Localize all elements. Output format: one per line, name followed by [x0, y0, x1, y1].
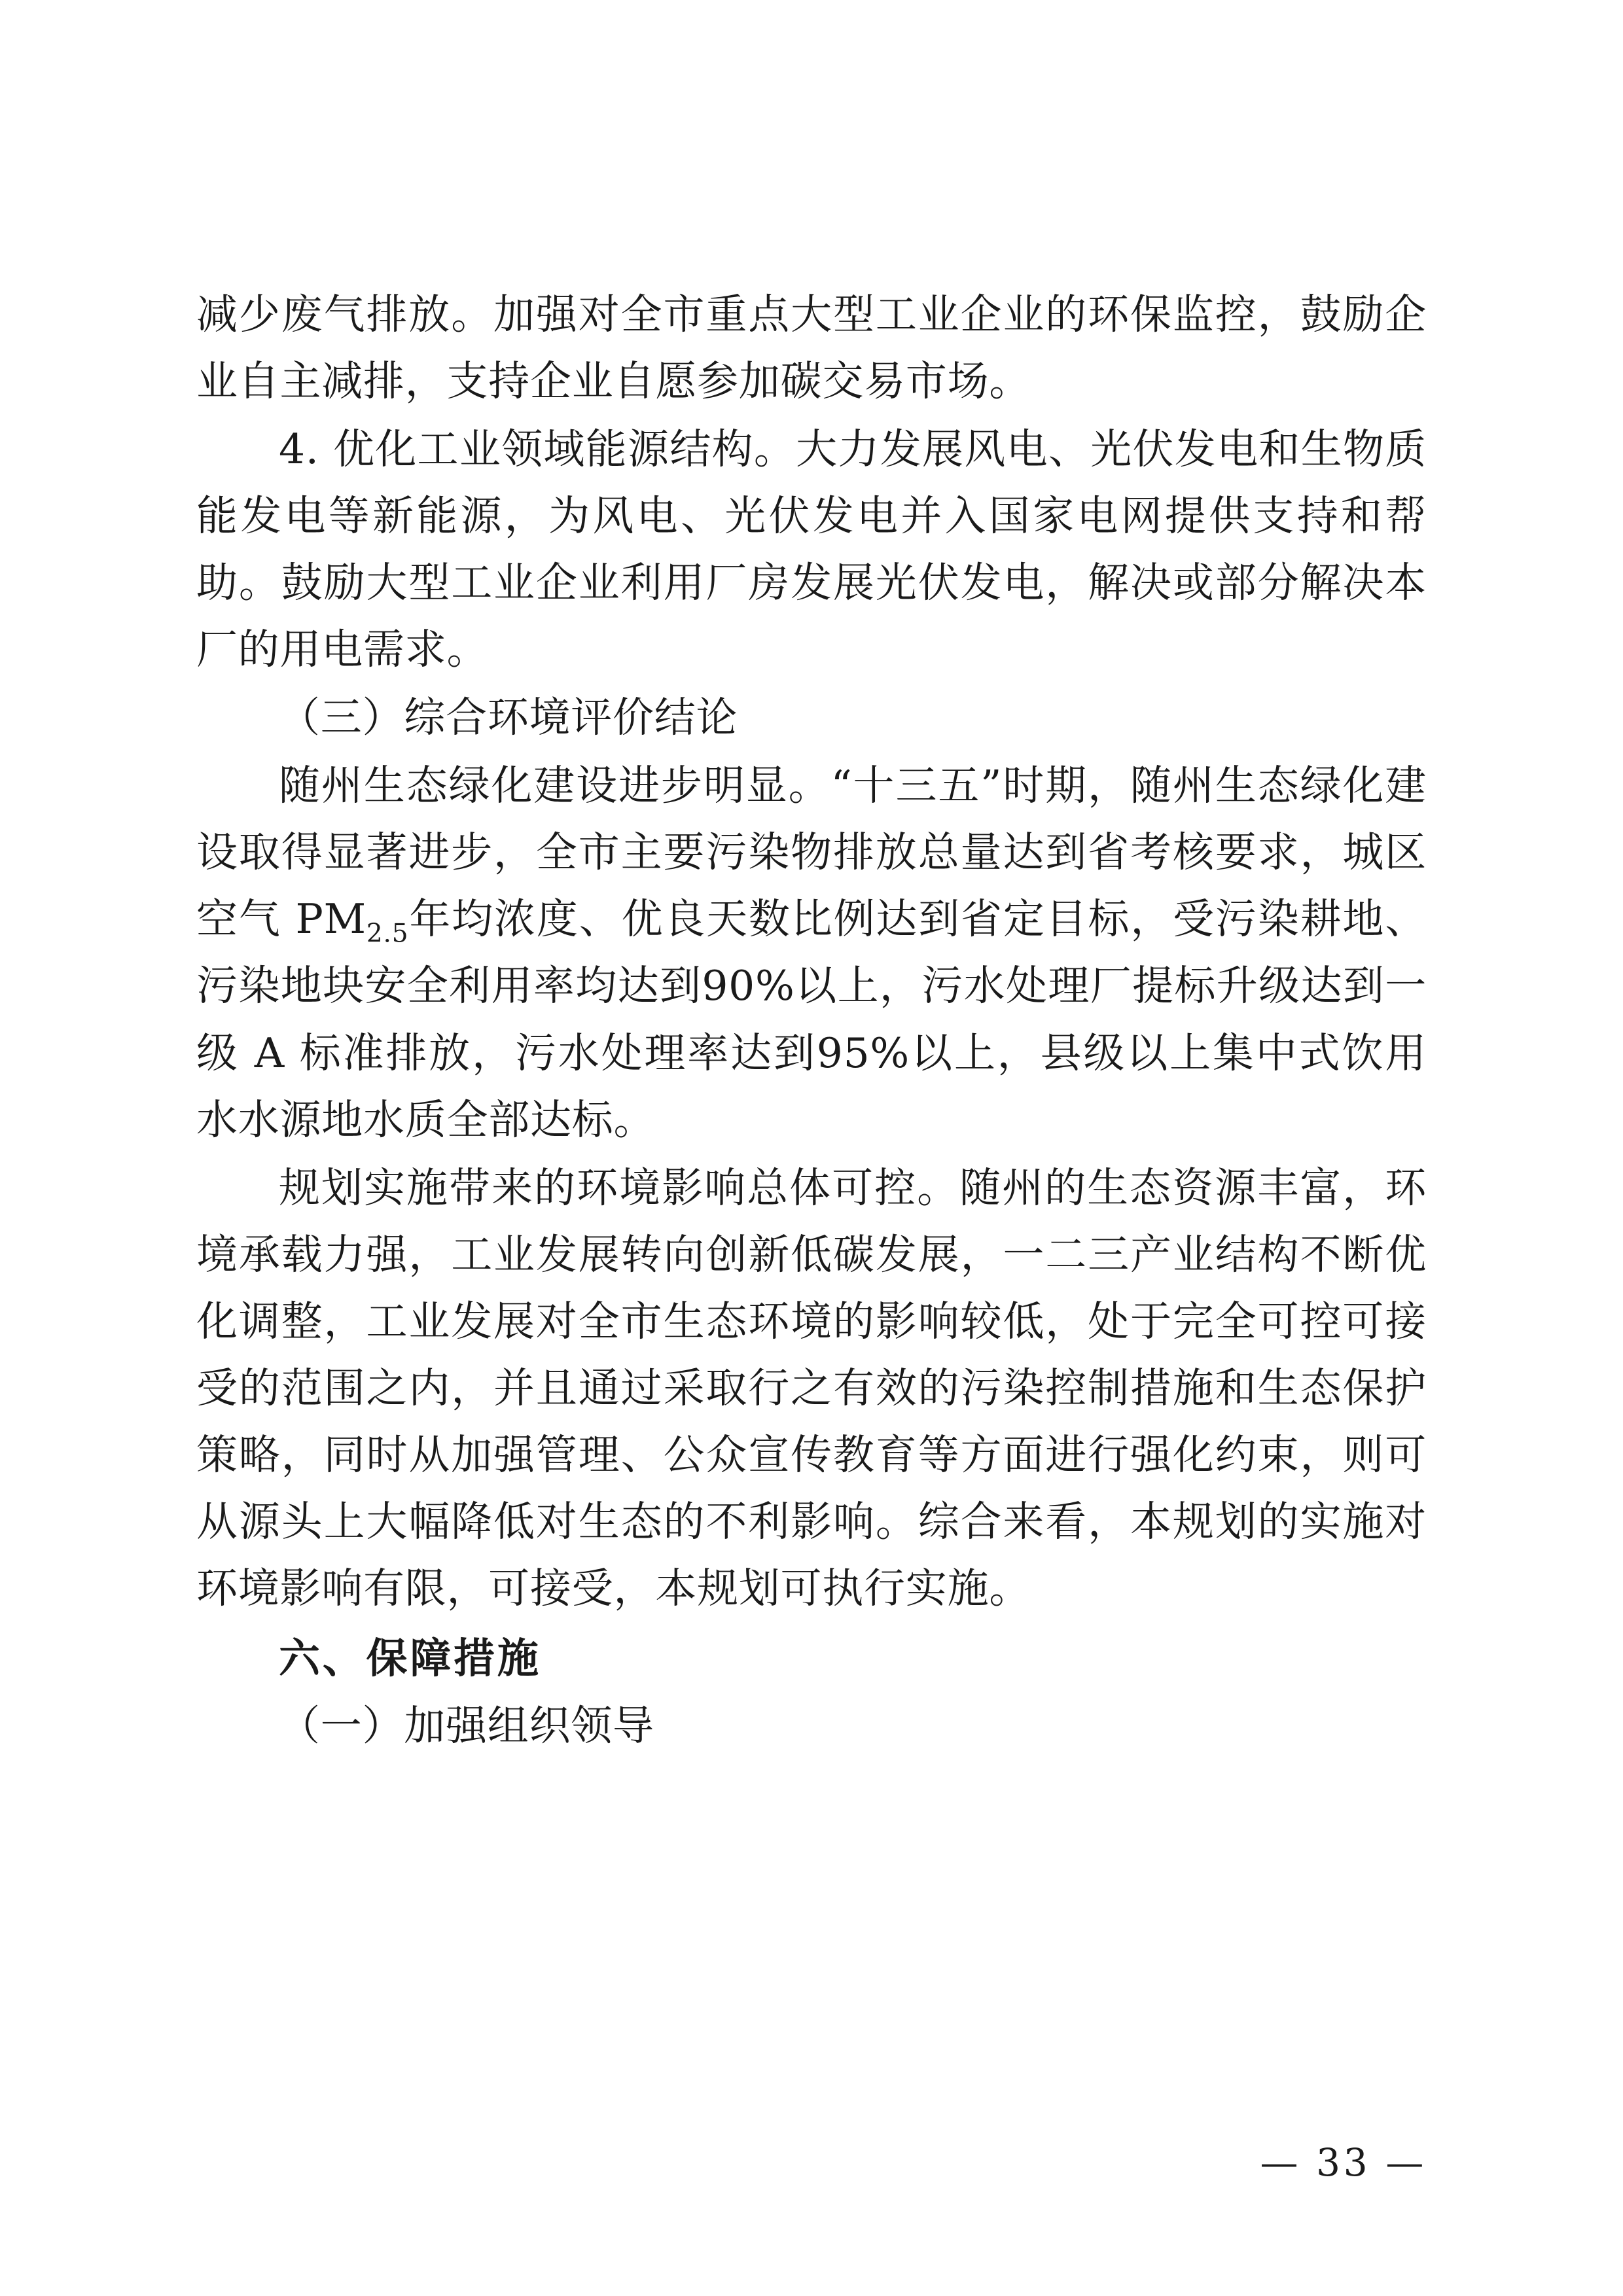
segment-text-5: 以上，县级以上集中式饮用水水源地水质全部达标。 — [196, 1029, 1427, 1144]
paragraph-emission-reduction: 减少废气排放。加强对全市重点大型工业企业的环保监控，鼓励企业自主减排，支持企业自愿参加碳交易市场。 — [196, 291, 1427, 406]
segment-text-1: 随州生态绿化建设进步明显。“十三五”时期，随州生态绿化建设取得显著进步，全市主要污染物排放总量达到省考核要求，城区空气 — [196, 762, 1427, 944]
segment-pm-label: PM — [295, 895, 366, 944]
segment-text-4: 标准排放，污水处理率达到 — [284, 1029, 817, 1077]
paragraph-environmental-impact: 规划实施带来的环境影响总体可控。随州的生态资源丰富，环境承载力强，工业发展转向创新低碳发展，一二三产业结构不断优化调整，工业发展对全市生态环境的影响较低，处于完全可控可接受的范围之内，并且通过采取行之有效的污染控制措施和生态保护策略，同时从加强管理、公众宣传教育等方面进行强化约束，则可从源头上大幅降低对生态的不利影响。综合来看，本规划的实施对环境影响有限，可接受，本规划可执行实施。 — [196, 1163, 1427, 1612]
paragraph-ecological-progress — [196, 752, 1427, 1153]
segment-text-2: 年均浓度、优良天数比例达到省定目标，受污染耕地、污染地块安全利用率均达到 — [196, 895, 1427, 1010]
segment-percent-95: 95% — [816, 1029, 910, 1077]
heading-strengthen-leadership: （一）加强组织领导 — [279, 1701, 654, 1750]
segment-percent-90: 90% — [702, 962, 795, 1010]
segment-grade-a: A — [254, 1029, 285, 1077]
heading-comprehensive-evaluation: （三）综合环境评价结论 — [279, 694, 738, 742]
page-number: — 33 — — [1260, 2140, 1427, 2185]
segment-text-3: 以上，污水处理厂提标升级达到一级 — [196, 962, 1427, 1077]
heading-section-six: 六、保障措施 — [279, 1633, 541, 1682]
paragraph-energy-structure: 4. 优化工业领域能源结构。大力发展风电、光伏发电和生物质能发电等新能源，为风电、光伏发电并入国家电网提供支持和帮助。鼓励大型工业企业利用厂房发展光伏发电，解决或部分解决本厂的用电需求。 — [196, 425, 1427, 674]
document-text-body — [196, 281, 1427, 1759]
segment-pm-subscript: 2.5 — [366, 919, 409, 949]
